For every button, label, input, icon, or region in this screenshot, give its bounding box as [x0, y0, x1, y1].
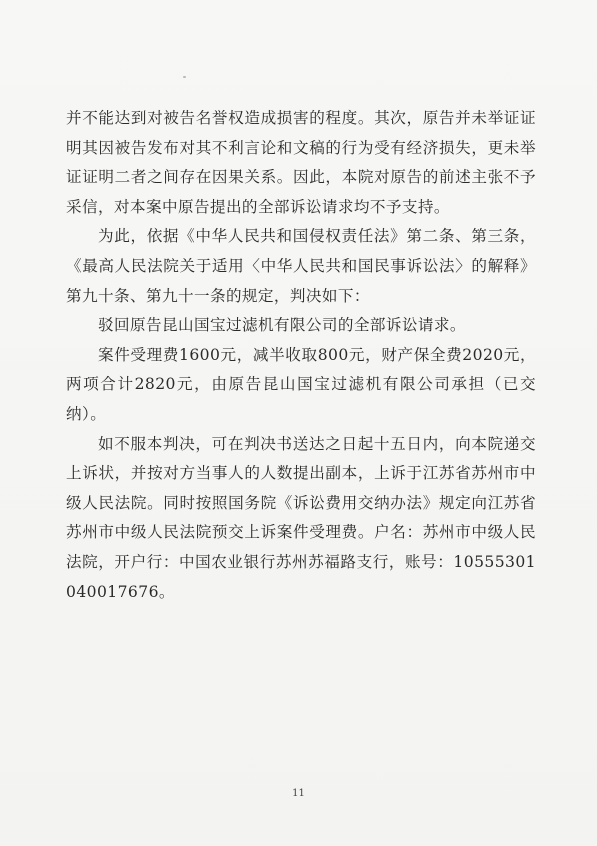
- paragraph-fees: 案件受理费1600元，减半收取800元，财产保全费2020元，两项合计2820元，由原告昆山国宝过滤机有限公司承担（已交纳）。: [66, 345, 536, 423]
- paragraph-appeal: 如不服本判决，可在判决书送达之日起十五日内，向本院递交上诉状，并按对方当事人的人数提出副本，上诉于江苏省苏州市中级人民法院。同时按照国务院《诉讼费用交纳办法》规定向江苏省苏州市中级人民法院预交上诉案件受理费。户名：苏州市中级人民法院，开户行：中国农业银行苏州苏福路支行，账号：10555301040017676。: [66, 434, 536, 601]
- paragraph-conclusion: 并不能达到对被告名誉权造成损害的程度。其次，原告并未举证证明其因被告发布对其不利言论和文稿的行为受有经济损失，更未举证证明二者之间存在因果关系。因此，本院对原告的前述主张不予采信，对本案中原告提出的全部诉讼请求均不予支持。: [66, 109, 536, 216]
- paragraph-judgment: 驳回原告昆山国宝过滤机有限公司的全部诉讼请求。: [98, 316, 466, 335]
- scan-speck: [183, 76, 186, 78]
- page-number: 11: [292, 788, 305, 799]
- document-body: [66, 104, 536, 607]
- paragraph-legal-basis: 为此，依据《中华人民共和国侵权责任法》第二条、第三条，《最高人民法院关于适用〈中华人民共和国民事诉讼法〉的解释》第九十条、第九十一条的规定，判决如下：: [66, 227, 536, 305]
